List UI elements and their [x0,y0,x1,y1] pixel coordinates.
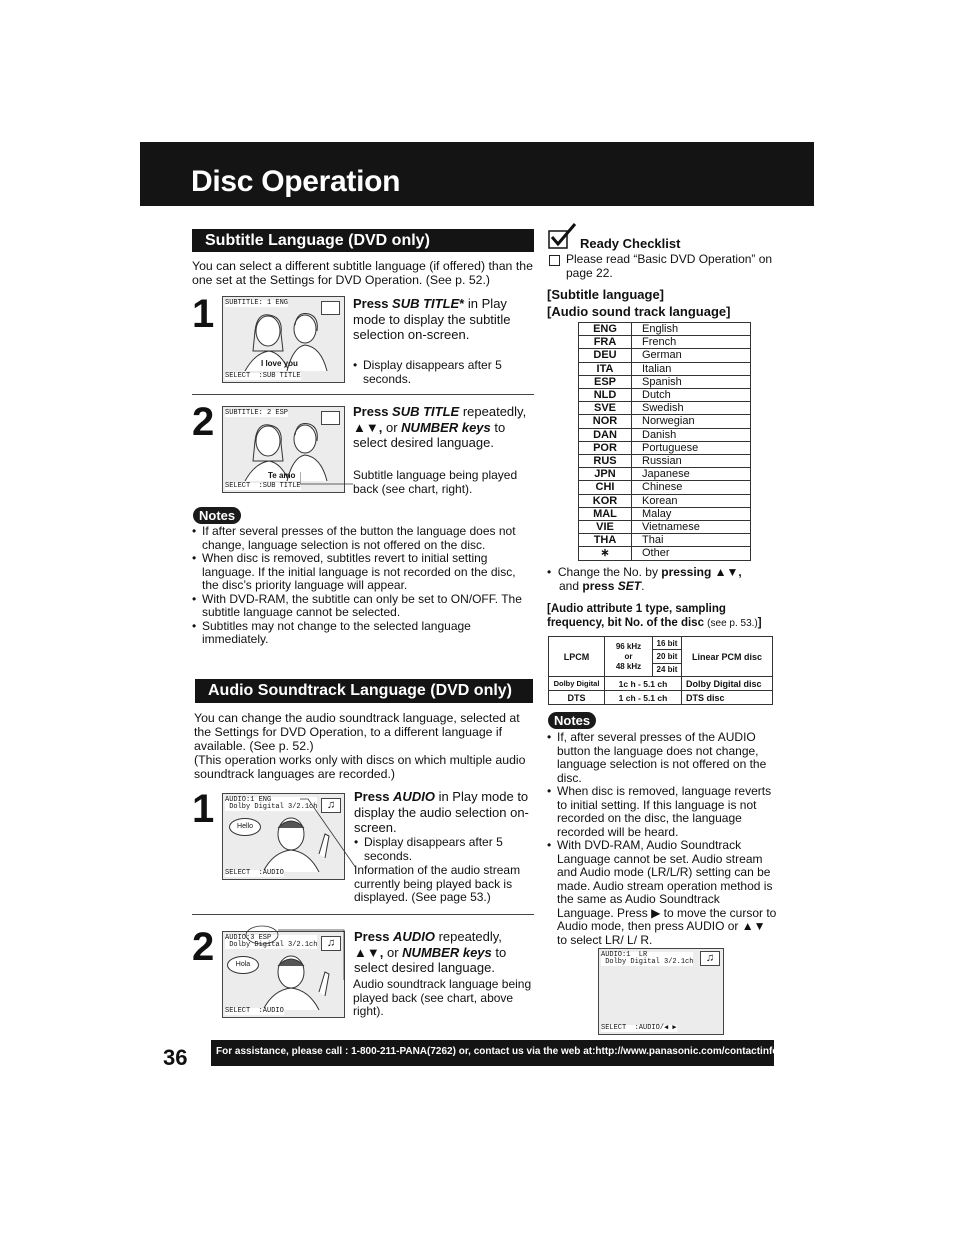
audio-step1-text [354,789,532,836]
language-code-table [578,322,751,561]
music-note-icon: ♫ [321,936,341,951]
pointer-line [244,922,354,982]
bracket-close: ] [757,617,762,629]
language-row [579,428,751,441]
dts-desc-cell: DTS disc [682,691,773,705]
see-reference: (see p. 53.) [707,618,758,629]
osd-audio-status: AUDIO:3 ESP Dolby Digital 3/2.1ch [225,934,318,949]
note-item: • If, after several presses of the AUDIO button the language does not change, language selection is not offered on the disc. [547,731,777,785]
and-text: and [559,578,580,593]
bit-cell: 20 bit [653,650,682,663]
number-keys-label: NUMBER keys [402,944,492,960]
language-row [579,455,751,468]
audio-mode-screen [598,948,724,1035]
change-number-note: • Change the No. by pressing ▲▼, and press SET. [547,565,742,593]
audio-intro: You can change the audio soundtrack language, selected at the Settings for DVD Operation, to a different language if available. (See p. 52.) [194,711,520,753]
osd-subtitle-status: SUBTITLE: 2 ESP [225,409,289,417]
bit-cell: 16 bit [653,637,682,650]
subtitle-caption: I love you [261,359,298,368]
arrow-keys-icon: ▲▼, [354,944,384,960]
note-item: • Subtitles may not change to the selected language immediately. [192,620,532,647]
notes-badge: Notes [193,507,241,524]
language-code: VIE [579,521,632,534]
language-name: German [632,349,751,362]
language-code: ENG [579,323,632,336]
language-row [579,336,751,349]
language-code: MAL [579,507,632,520]
press-label: Press [353,404,389,419]
note-item: • Display disappears after 5 seconds. [353,359,523,386]
subtitle-step1-number: 1 [192,292,215,336]
checkbox-icon [549,255,560,266]
language-code: NLD [579,389,632,402]
note-item: • When disc is removed, language reverts to initial setting. If this language is not recorded on the disc, the language recorded will be heard. [547,785,777,839]
audio-key: AUDIO [393,929,435,944]
audio-step2-pointer-note: Audio soundtrack language being played back (see chart, above right). [353,977,532,1018]
speech-bubble: Hola [227,956,259,974]
step-instruction: in Play mode to display the audio selection on-screen. [354,789,529,835]
language-name: Norwegian [632,415,751,428]
divider [192,394,534,395]
language-code: KOR [579,494,632,507]
language-code: DEU [579,349,632,362]
subtitle-step1-note [353,359,523,386]
ready-checklist-title: Ready Checklist [580,236,681,251]
bit-cell: 24 bit [653,663,682,676]
audio-attribute-heading-text: [Audio attribute 1 type, sampling frequency, bit No. of the disc [547,603,726,629]
music-note-icon: ♫ [321,798,341,813]
language-name: English [632,323,751,336]
checkmark-box-icon [548,222,578,250]
or-text: or [386,944,399,960]
language-name: Thai [632,534,751,547]
language-name: Swedish [632,402,751,415]
language-name: Portuguese [632,441,751,454]
dolby-channels-cell: 1c h - 5.1 ch [605,677,682,691]
language-name: Japanese [632,468,751,481]
language-name: Dutch [632,389,751,402]
audio-attribute-table [548,636,773,705]
language-code: ESP [579,375,632,388]
note-item: • With DVD-RAM, the subtitle can only be set to ON/OFF. The subtitle language cannot be selected. [192,593,532,620]
language-name: Malay [632,507,751,520]
step-instruction: in Play mode to display the subtitle selection on-screen. [353,296,511,342]
language-code: JPN [579,468,632,481]
page-title: Disc Operation [191,165,401,198]
sampling-frequency-cell: 96 kHz or 48 kHz [605,637,653,677]
audio-intro-note: (This operation works only with discs on which multiple audio soundtrack languages are recorded.) [194,753,526,781]
language-code: RUS [579,455,632,468]
language-name: Vietnamese [632,521,751,534]
language-row [579,507,751,520]
language-name: Other [632,547,751,560]
footer-assistance-text: For assistance, please call : 1-800-211-PANA(7262) or, contact us via the web at:http://www.panasonic.com/contactinfo [216,1046,779,1057]
subtitle-intro: You can select a different subtitle language (if offered) than the one set at the Settings for DVD Operation. (See p. 52.) [192,259,533,287]
language-code: SVE [579,402,632,415]
language-row [579,349,751,362]
language-name: Korean [632,494,751,507]
note-item: • Display disappears after 5 seconds. [354,836,519,863]
subtitle-language-heading: [Subtitle language] [547,287,664,302]
language-name: Danish [632,428,751,441]
speech-bubble: Hello [229,818,261,836]
note-item: • If after several presses of the button the language does not change, language selection is not offered on the disc. [192,525,532,552]
sub-title-key: SUB TITLE [392,404,460,419]
pointer-line [300,470,360,490]
subtitle-notes-list [192,525,532,647]
language-code: ∗ [579,547,632,560]
language-row [579,323,751,336]
note-item: • With DVD-RAM, Audio Soundtrack Language cannot be set. Audio stream and Audio mode (LR/L/R) setting can be made. Audio stream operation method is the same as Audio Soundtrack Language. Press ▶ to move the cursor to Audio mode, then press AUDIO or ▲▼ to select LR/ L/ R. [547,839,777,947]
osd-select-hint: SELECT :SUB TITLE [225,372,301,380]
language-row [579,441,751,454]
language-row [579,375,751,388]
to-text: to [495,944,507,960]
osd-subtitle-status: SUBTITLE: 1 ENG [225,299,289,307]
language-name: Chinese [632,481,751,494]
lpcm-desc-cell: Linear PCM disc [682,637,773,677]
pointer-line [300,796,362,872]
dolby-cell: Dolby Digital [549,677,605,691]
language-row [579,547,751,560]
language-code: DAN [579,428,632,441]
audio-notes-list [547,731,777,947]
language-name: Spanish [632,375,751,388]
press-label: Press [354,789,390,804]
divider [192,914,534,915]
press-label: Press [354,929,390,944]
osd-select-hint: SELECT :AUDIO [225,1007,284,1015]
sub-title-key: SUB TITLE [392,296,460,311]
lpcm-cell: LPCM [549,637,605,677]
language-row [579,534,751,547]
audio-step1-number: 1 [192,787,215,831]
language-code: NOR [579,415,632,428]
language-code: POR [579,441,632,454]
audio-heading: Audio Soundtrack Language (DVD only) [195,679,533,703]
dts-channels-cell: 1 ch - 5.1 ch [605,691,682,705]
audio-step2-number: 2 [192,925,215,969]
checklist-item: Please read “Basic DVD Operation” on page 22. [566,252,773,280]
audio-pointer-note: Information of the audio stream currently being played back is displayed. (See page 53.) [354,863,521,904]
repeatedly-text: repeatedly, [462,404,527,419]
audio-step1-note [354,836,519,863]
subtitle-step1-screen [222,296,345,383]
subtitle-heading: Subtitle Language (DVD only) [192,229,534,252]
subtitle-step1-text [353,296,528,343]
subtitle-step2-number: 2 [192,400,215,444]
asterisk: * [459,296,465,311]
step-instruction: to select desired language. [353,419,506,450]
language-row [579,402,751,415]
press-text: press [582,578,615,593]
osd-audio-status: AUDIO:1 LR Dolby Digital 3/2.1ch [601,951,694,966]
audio-step2-text [354,929,534,976]
period: . [641,578,645,593]
language-row [579,494,751,507]
language-name: Russian [632,455,751,468]
dts-cell: DTS [549,691,605,705]
subtitle-caption: Te amo [268,471,296,480]
set-key: SET [617,578,642,593]
language-row [579,362,751,375]
language-code: ITA [579,362,632,375]
language-name: French [632,336,751,349]
osd-select-hint: SELECT :SUB TITLE [225,482,301,490]
number-keys-label: NUMBER keys [401,419,491,435]
language-row [579,468,751,481]
music-note-icon: ♫ [700,951,720,966]
language-row [579,481,751,494]
audio-attribute-heading [547,602,777,631]
pressing-arrows: pressing ▲▼, [661,565,742,579]
osd-select-hint: SELECT :AUDIO [225,869,284,877]
page-number: 36 [163,1045,188,1070]
audio-key: AUDIO [393,789,435,804]
or-text: or [385,419,398,435]
note-text: Change the No. by [557,565,658,579]
language-row [579,389,751,402]
language-row [579,521,751,534]
press-label: Press [353,296,389,311]
language-code: FRA [579,336,632,349]
osd-select-hint: SELECT :AUDIO/◀ ▶ [601,1024,677,1032]
subtitle-step2-text [353,404,533,451]
audio-language-heading: [Audio sound track language] [547,304,731,319]
arrow-keys-icon: ▲▼, [353,419,383,435]
osd-audio-status: AUDIO:1 ENG Dolby Digital 3/2.1ch [225,796,318,811]
notes-badge: Notes [548,712,596,729]
subtitle-pointer-note: Subtitle language being played back (see chart, right). [353,468,518,496]
language-code: THA [579,534,632,547]
repeatedly-text: repeatedly, [438,929,502,944]
step-instruction: select desired language. [354,960,495,975]
language-code: CHI [579,481,632,494]
note-item: • When disc is removed, subtitles revert to initial setting language. If the initial language is not recorded on the disc, the disc’s priority language will appear. [192,552,532,593]
language-name: Italian [632,362,751,375]
language-row [579,415,751,428]
dolby-desc-cell: Dolby Digital disc [682,677,773,691]
